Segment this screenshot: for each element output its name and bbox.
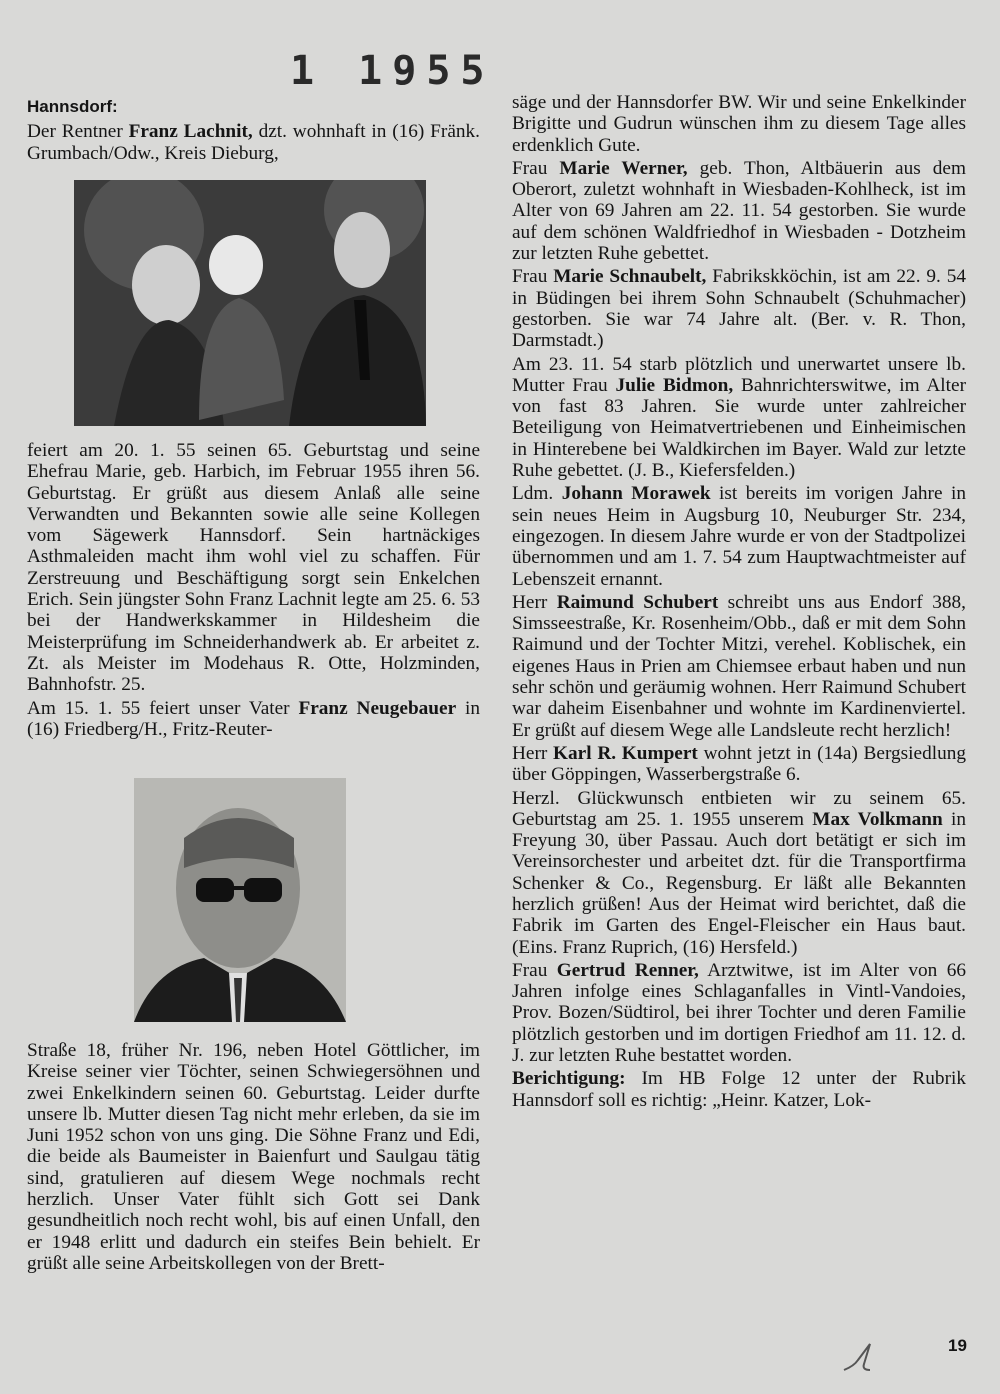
article-neugebauer-body: Straße 18, früher Nr. 196, neben Hotel Göttlicher, im Kreise seiner vier Töchter, seinen Schwiegersöhnen und zwei Enkelkindern seinen 60. Geburtstag. Leider durfte unsere lb. Mutter diesen Tag nicht mehr erleben, da sie im Juni 1952 schon von uns ging. Die Söhne Franz und Edi, die beide als Baumeister in Baienfurt und Saulgau tätig sind, gratulieren auf diesem Wege nochmals recht herzlich. Unser Vater fühlt sich Gott sei Dank gesundheitlich noch recht wohl, bis auf einen Unfall, den er 1948 erlitt und dadurch ein steifes Bein behielt. Er grüßt alle seine Arbeitskollegen von der Brett-	[27, 1040, 480, 1274]
article-schnaubelt: Frau Marie Schnaubelt, Fabrikskköchin, ist am 22. 9. 54 in Büdingen bei ihrem Sohn Schnaubelt (Schuhmacher) gestorben. Sie war 74 Jahre alt. (Ber. v. R. Thon, Darmstadt.)	[512, 266, 966, 352]
page-number: 19	[948, 1336, 967, 1355]
article-renner: Frau Gertrud Renner, Arztwitwe, ist im Alter von 66 Jahren infolge eines Schlaganfalles in Vintl-Vandoies, Prov. Bozen/Südtirol, bei ihrer Tochter und deren Familie plötzlich gestorben und im dortigen Friedhof am 11. 12. d. J. zur letzten Ruhe bestattet worden.	[512, 959, 966, 1067]
year-stamp: 1 1955	[290, 48, 495, 94]
photo-neugebauer-portrait	[134, 778, 346, 1022]
article-kumpert: Herr Karl R. Kumpert wohnt jetzt in (14a) Bergsiedlung über Göppingen, Wasserbergstraße 6.	[512, 742, 966, 786]
left-column-bottom	[27, 1040, 480, 1274]
right-column	[512, 92, 966, 1111]
article-correction: Berichtigung: Im HB Folge 12 unter der Rubrik Hannsdorf soll es richtig: „Heinr. Katzer, Lok-	[512, 1068, 966, 1111]
section-heading: Hannsdorf:	[27, 97, 118, 116]
article-morawek: Ldm. Johann Morawek ist bereits im vorigen Jahre in sein neues Heim in Augsburg 10, Neuburger Str. 234, eingezogen. In diesem Jahre wurde er von der Stadtpolizei übernommen und am 1. 7. 54 zum Hauptwachtmeister auf Lebenszeit ernannt.	[512, 483, 967, 590]
left-column-middle	[27, 440, 480, 740]
article-continuation: säge und der Hannsdorfer BW. Wir und seine Enkelkinder Brigitte und Gudrun wünschen ihm zu diesem Tage alles erdenklich Gute.	[512, 92, 966, 156]
left-column-top	[27, 96, 480, 164]
article-lachnit-body: feiert am 20. 1. 55 seinen 65. Geburtstag und seine Ehefrau Marie, geb. Harbich, im Februar 1955 ihren 56. Geburtstag. Er grüßt aus diesem Anlaß alle seine Verwandten und Bekannten sowie alle seine Kollegen vom Sägewerk Hannsdorf. Sein hartnäckiges Asthmaleiden macht ihm wohl viel zu schaffen. Für Zerstreuung und Beschäftigung sorgt sein Enkelchen Erich. Sein jüngster Sohn Franz Lachnit legte am 25. 6. 53 bei der Handwerkskammer in Hildesheim die Meisterprüfung im Schneiderhandwerk ab. Er arbeitet z. Zt. als Meister im Modehaus R. Otte, Holzminden, Bahnhofstr. 25.	[27, 440, 480, 696]
article-schubert: Herr Raimund Schubert schreibt uns aus Endorf 388, Simsseestraße, Kr. Rosenheim/Obb., daß er mit dem Sohn Raimund und der Tochter Mitzi, verehel. Koblischek, ein eigenes Haus in Prien am Chiemsee erbaut haben und nun sehr schön und geräumig wohnen. Herr Raimund Schubert war daheim Eisenbahner und wohnte im Kardinenviertel. Er grüßt auf diesem Wege alle Landsleute recht herzlich!	[512, 591, 966, 741]
article-volkmann: Herzl. Glückwunsch entbieten wir zu seinem 65. Geburtstag am 25. 1. 1955 unserem Max Volkmann in Freyung 30, über Passau. Auch dort betätigt er sich im Vereinsorchester und arbeitet dzt. für die Transportfirma Schenker & Co., Regensburg. Er läßt alle Bekannten herzlich grüßen! Aus der Heimat wird berichtet, daß die Fabrik im Garten des Engel-Fleischer ein Haus baut. (Eins. Franz Ruprich, (16) Hersfeld.)	[512, 787, 966, 958]
article-lachnit-intro: Der Rentner Franz Lachnit, dzt. wohnhaft in (16) Fränk. Grumbach/Odw., Kreis Dieburg,	[27, 121, 480, 164]
article-neugebauer-intro: Am 15. 1. 55 feiert unser Vater Franz Neugebauer in (16) Friedberg/H., Fritz-Reuter-	[27, 697, 480, 740]
article-werner: Frau Marie Werner, geb. Thon, Altbäuerin aus dem Oberort, zuletzt wohnhaft in Wiesbaden-Kohlheck, ist im Alter von 69 Jahren am 22. 11. 54 gestorben. Sie wurde auf dem schönen Waldfriedhof in Wiesbaden - Dotzheim zur letzten Ruhe gebettet.	[512, 157, 966, 265]
photo-lachnit-family	[74, 180, 426, 426]
article-bidmon: Am 23. 11. 54 starb plötzlich und unerwartet unsere lb. Mutter Frau Julie Bidmon, Bahnrichterswitwe, im Alter von fast 83 Jahren. Sie wurde unter zahlreicher Beteiligung von Heimatvertriebenen und Einheimischen in Hinterebene bei Waldkirchen im Bayer. Wald zur letzte Ruhe gebettet. (J. B., Kiefersfelden.)	[512, 353, 966, 482]
pencil-mark-icon	[840, 1340, 880, 1376]
